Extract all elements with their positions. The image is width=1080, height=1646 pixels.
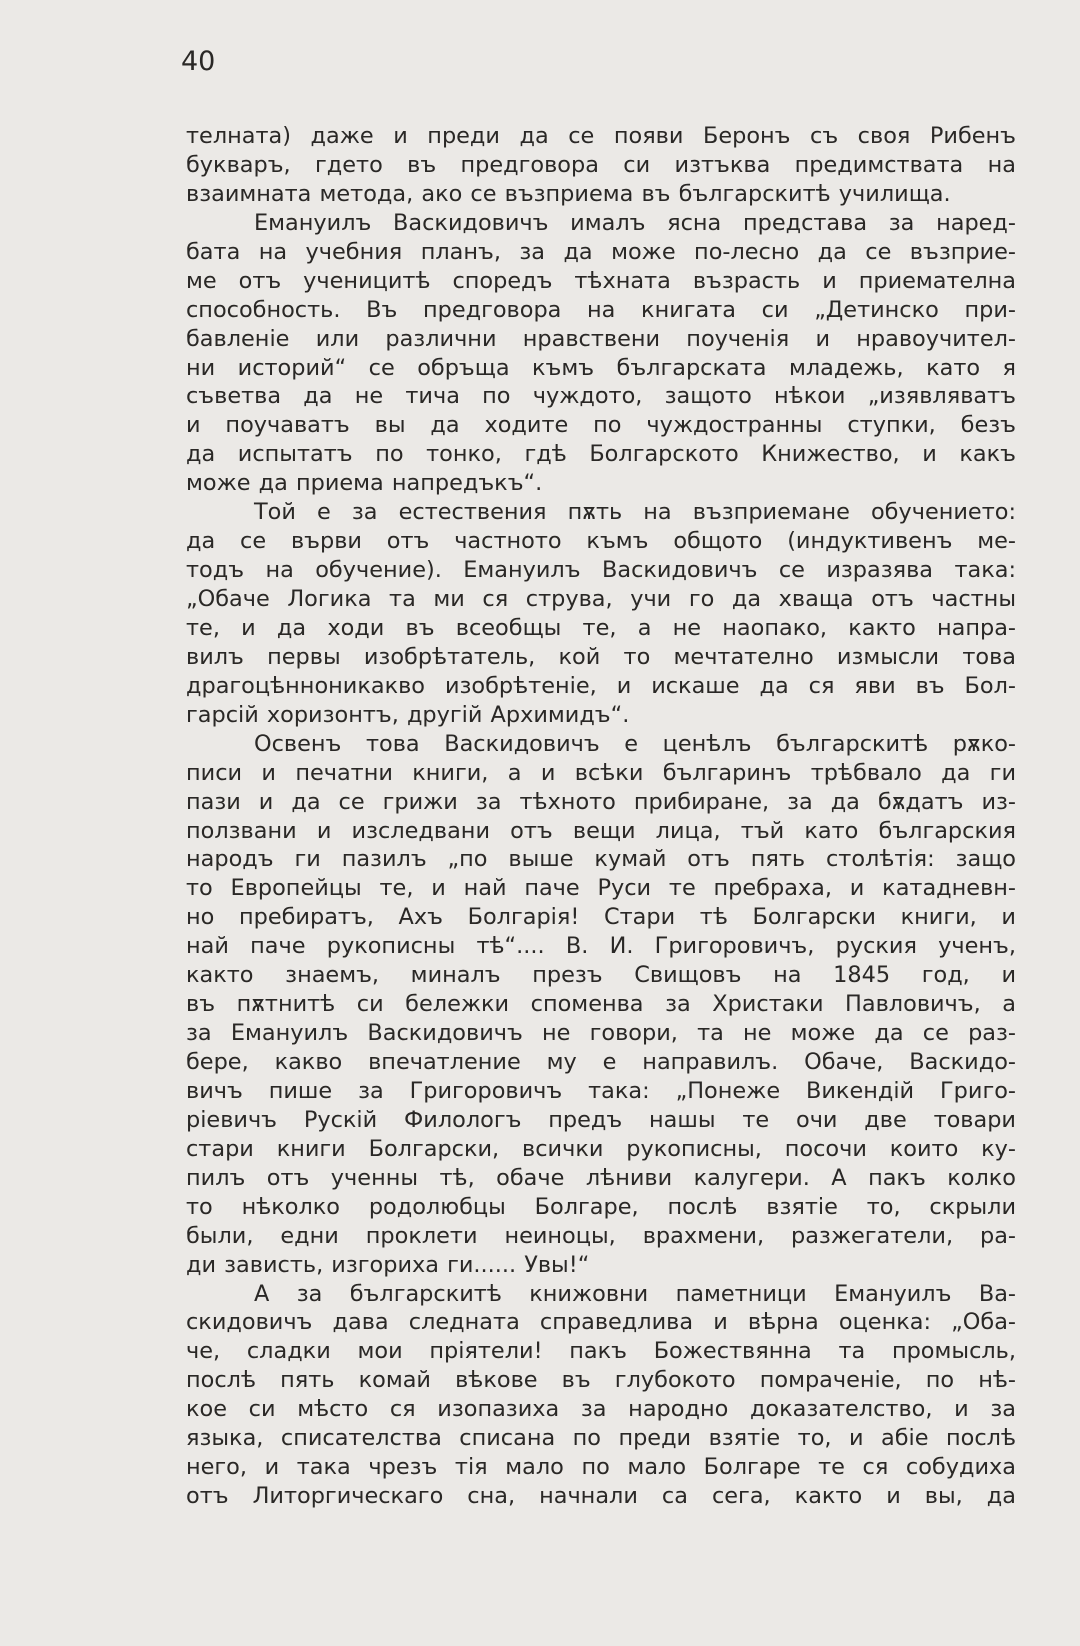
text-line: способность. Въ предговора на книгата си „Детинско при-: [186, 296, 1016, 323]
text-line: языка, списателства списана по преди взятіе то, и абіе послѣ: [186, 1425, 1016, 1452]
text-line: въ пѫтнитѣ си бележки споменва за Христаки Павловичъ, а: [186, 991, 1016, 1018]
text-line: Освенъ това Васкидовичъ е ценѣлъ българскитѣ рѫко-: [254, 730, 1016, 757]
text-line: то нѣколко родолюбцы Болгаре, послѣ взятіе то, скрыли: [186, 1193, 1016, 1220]
text-line: може да приема напредъкъ“.: [186, 470, 543, 497]
text-line: ріевичъ Рускій Филологъ предъ нашы те очи две товари: [186, 1106, 1016, 1133]
text-line: букваръ, гдето въ предговора си изтъква предимствата на: [186, 151, 1016, 178]
text-line: те, и да ходи въ всеобщы те, а не наопако, както напра-: [186, 614, 1016, 641]
text-line: но пребиратъ, Ахъ Болгарія! Стари тѣ Болгарски книги, и: [186, 904, 1016, 931]
text-line: послѣ пять комай вѣкове въ глубокото помраченіе, по нѣ-: [186, 1367, 1016, 1394]
text-line: Той е за естествения пѫть на възприемане обучението:: [254, 499, 1016, 526]
text-line: вичъ пише за Григоровичъ така: „Понеже Викендій Григо-: [186, 1077, 1016, 1104]
text-line: да се върви отъ частното къмъ общото (индуктивенъ ме-: [186, 528, 1016, 555]
text-line: вилъ первы изобрѣтатель, кой то мечтателно измысли това: [186, 643, 1016, 670]
text-line: ползвани и изследвани отъ вещи лица, тъй като българския: [186, 817, 1016, 844]
text-line: да испытатъ по тонко, гдѣ Болгарското Книжество, и какъ: [186, 441, 1016, 468]
text-line: были, едни проклети неиноцы, врахмени, разжегатели, ра-: [186, 1222, 1016, 1249]
text-line: то Европейцы те, и най паче Руси те пребраха, и катадневн-: [186, 875, 1016, 902]
text-line: бавленіе или различни нравствени поученія и нравоучител-: [186, 325, 1016, 352]
page-number: 40: [181, 46, 216, 77]
text-line: пази и да се грижи за тѣхното прибиране, за да бѫдатъ из-: [186, 788, 1016, 815]
text-line: драгоцѣнноникакво изобрѣтеніе, и искаше да ся яви въ Бол-: [186, 672, 1016, 699]
text-line: пилъ отъ ученны тѣ, обаче лѣниви калугери. А пакъ колко: [186, 1164, 1016, 1191]
text-line: Емануилъ Васкидовичъ ималъ ясна представа за наред-: [254, 209, 1016, 236]
body-text: [186, 122, 1016, 1511]
text-line: бере, какво впечатление му е направилъ. Обаче, Васкидо-: [186, 1049, 1016, 1075]
text-line: както знаемъ, миналъ презъ Свищовъ на 1845 год, и: [186, 962, 1016, 989]
text-line: ме отъ ученицитѣ споредъ тѣхната възрасть и приемателна: [186, 267, 1016, 294]
text-line: бата на учебния планъ, за да може по-лесно да се възприе-: [186, 238, 1016, 265]
text-line: за Емануилъ Васкидовичъ не говори, та не може да се раз-: [186, 1020, 1016, 1047]
text-line: взаимната метода, ако се възприема въ българскитѣ училища.: [186, 180, 951, 207]
text-line: ни историй“ се обръща къмъ българската младежь, като я: [186, 354, 1016, 381]
text-line: гарсій хоризонтъ, другій Архимидъ“.: [186, 701, 630, 728]
text-line: „Обаче Логика та ми ся струва, учи го да хваща отъ частны: [186, 586, 1016, 612]
text-line: стари книги Болгарски, всички рукописны, посочи които ку-: [186, 1135, 1016, 1162]
text-line: телната) даже и преди да се появи Беронъ съ своя Рибенъ: [186, 123, 1016, 149]
text-line: най паче рукописны тѣ“.... В. И. Григоровичъ, руския ученъ,: [186, 933, 1016, 960]
text-line: кое си мѣсто ся изопазиха за народно доказателство, и за: [186, 1396, 1016, 1423]
text-line: народъ ги пазилъ „по выше кумай отъ пять столѣтія: защо: [186, 846, 1016, 873]
text-line: съветва да не тича по чуждото, защото нѣкои „изявляватъ: [186, 383, 1016, 410]
text-line: че, сладки мои пріятели! пакъ Божествянна та промысль,: [186, 1338, 1016, 1365]
text-line: отъ Литоргическаго сна, начнали са сега, както и вы, да: [186, 1483, 1016, 1510]
text-line: ди зависть, изгориха ги...... Увы!“: [186, 1251, 590, 1278]
text-line: него, и така чрезъ тія мало по мало Болгаре те ся собудиха: [186, 1454, 1016, 1481]
text-line: писи и печатни книги, а и всѣки българинъ трѣбвало да ги: [186, 759, 1016, 786]
text-line: скидовичъ дава следната справедлива и вѣрна оценка: „Оба-: [186, 1309, 1016, 1336]
text-line: тодъ на обучение). Емануилъ Васкидовичъ се изразява така:: [186, 557, 1016, 584]
text-line: и поучаватъ вы да ходите по чуждостранны ступки, безъ: [186, 412, 1016, 439]
text-line: А за българскитѣ книжовни паметници Емануилъ Ва-: [254, 1280, 1016, 1307]
